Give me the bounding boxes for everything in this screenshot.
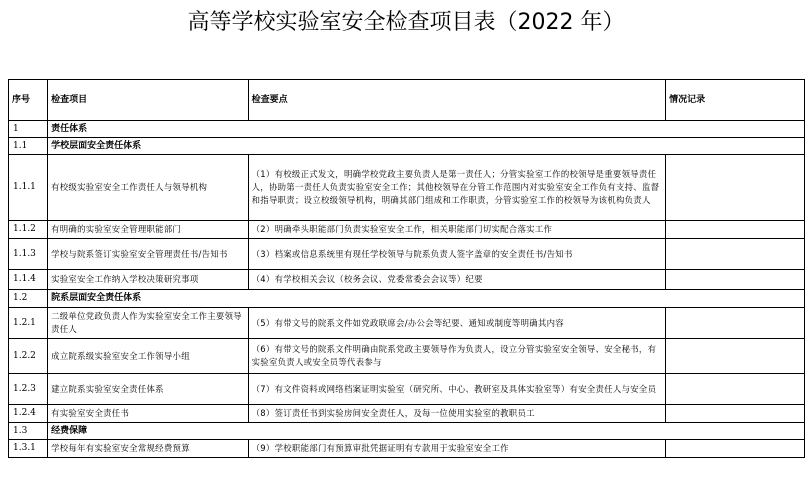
section-row [9,121,805,138]
row-record[interactable] [666,308,805,339]
document-title: 高等学校实验室安全检查项目表（2022 年） [187,10,625,35]
row-points: （2）明确牵头职能部门负责实验室安全工作，相关职能部门切实配合落实工作 [248,221,666,239]
table-row [9,374,805,405]
row-points: （7）有文件资料或网络档案证明实验室（研究所、中心、教研室及具体实验室等）有安全责任人与安全员 [248,374,666,405]
row-seq: 1.2.1 [9,308,48,339]
row-seq: 1.2.2 [9,339,48,374]
row-record[interactable] [666,339,805,374]
row-points: （6）有带文号的院系文件明确由院系党政主要领导作为负责人，设立分管实验室安全领导、安全秘书，有实验室负责人或安全员等代表参与 [248,339,666,374]
section-title: 院系层面安全责任体系 [48,290,805,308]
row-seq: 1.2.3 [9,374,48,405]
section-seq: 1 [9,121,48,138]
table-row [9,221,805,239]
row-points: （9）学校职能部门有预算审批凭据证明有专款用于实验室安全工作 [248,440,666,458]
row-item: 学校与院系签订实验室安全管理责任书/告知书 [48,239,249,270]
header-record: 情况记录 [666,80,805,121]
table-row [9,270,805,290]
row-seq: 1.1.3 [9,239,48,270]
row-item: 成立院系级实验室安全工作领导小组 [48,339,249,374]
row-record[interactable] [666,405,805,423]
row-seq: 1.1.2 [9,221,48,239]
row-item: 有明确的实验室安全管理职能部门 [48,221,249,239]
row-item: 二级单位党政负责人作为实验室安全工作主要领导责任人 [48,308,249,339]
section-row [9,138,805,155]
row-item: 有实验室安全责任书 [48,405,249,423]
inspection-table [8,79,805,458]
section-title: 责任体系 [48,121,805,138]
row-item: 有校级实验室安全工作责任人与领导机构 [48,155,249,221]
table-row [9,155,805,221]
section-title: 学校层面安全责任体系 [48,138,805,155]
row-seq: 1.3.1 [9,440,48,458]
row-item: 实验室安全工作纳入学校决策研究事项 [48,270,249,290]
row-record[interactable] [666,440,805,458]
table-row [9,308,805,339]
row-record[interactable] [666,374,805,405]
row-item: 学校每年有实验室安全常规经费预算 [48,440,249,458]
row-item: 建立院系实验室安全责任体系 [48,374,249,405]
section-seq: 1.2 [9,290,48,308]
row-record[interactable] [666,270,805,290]
section-row [9,290,805,308]
row-points: （4）有学校相关会议（校务会议、党委常委会会议等）纪要 [248,270,666,290]
section-title: 经费保障 [48,423,805,440]
row-points: （8）签订责任书到实验房间安全责任人，及每一位使用实验室的教职员工 [248,405,666,423]
section-row [9,423,805,440]
row-record[interactable] [666,239,805,270]
section-seq: 1.1 [9,138,48,155]
row-record[interactable] [666,155,805,221]
header-points: 检查要点 [248,80,666,121]
table-row [9,239,805,270]
table-header-row [9,80,805,121]
table-row [9,339,805,374]
row-points: （5）有带文号的院系文件如党政联席会/办公会等纪要、通知或制度等明确其内容 [248,308,666,339]
row-points: （1）有校级正式发文，明确学校党政主要负责人是第一责任人；分管实验室工作的校领导是重要领导责任人，协助第一责任人负责实验室安全工作；其他校领导在分管工作范围内对实验室安全工作负有支持、监督和指导职责；设立校级领导机构，明确其部门组成和工作职责，分管实验室工作的校领导为该机构负责人 [248,155,666,221]
row-points: （3）档案或信息系统里有现任学校领导与院系负责人签字盖章的安全责任书/告知书 [248,239,666,270]
row-seq: 1.2.4 [9,405,48,423]
table-row [9,440,805,458]
row-record[interactable] [666,221,805,239]
section-seq: 1.3 [9,423,48,440]
row-seq: 1.1.4 [9,270,48,290]
table-row [9,405,805,423]
row-seq: 1.1.1 [9,155,48,221]
header-item: 检查项目 [48,80,249,121]
header-seq: 序号 [9,80,48,121]
